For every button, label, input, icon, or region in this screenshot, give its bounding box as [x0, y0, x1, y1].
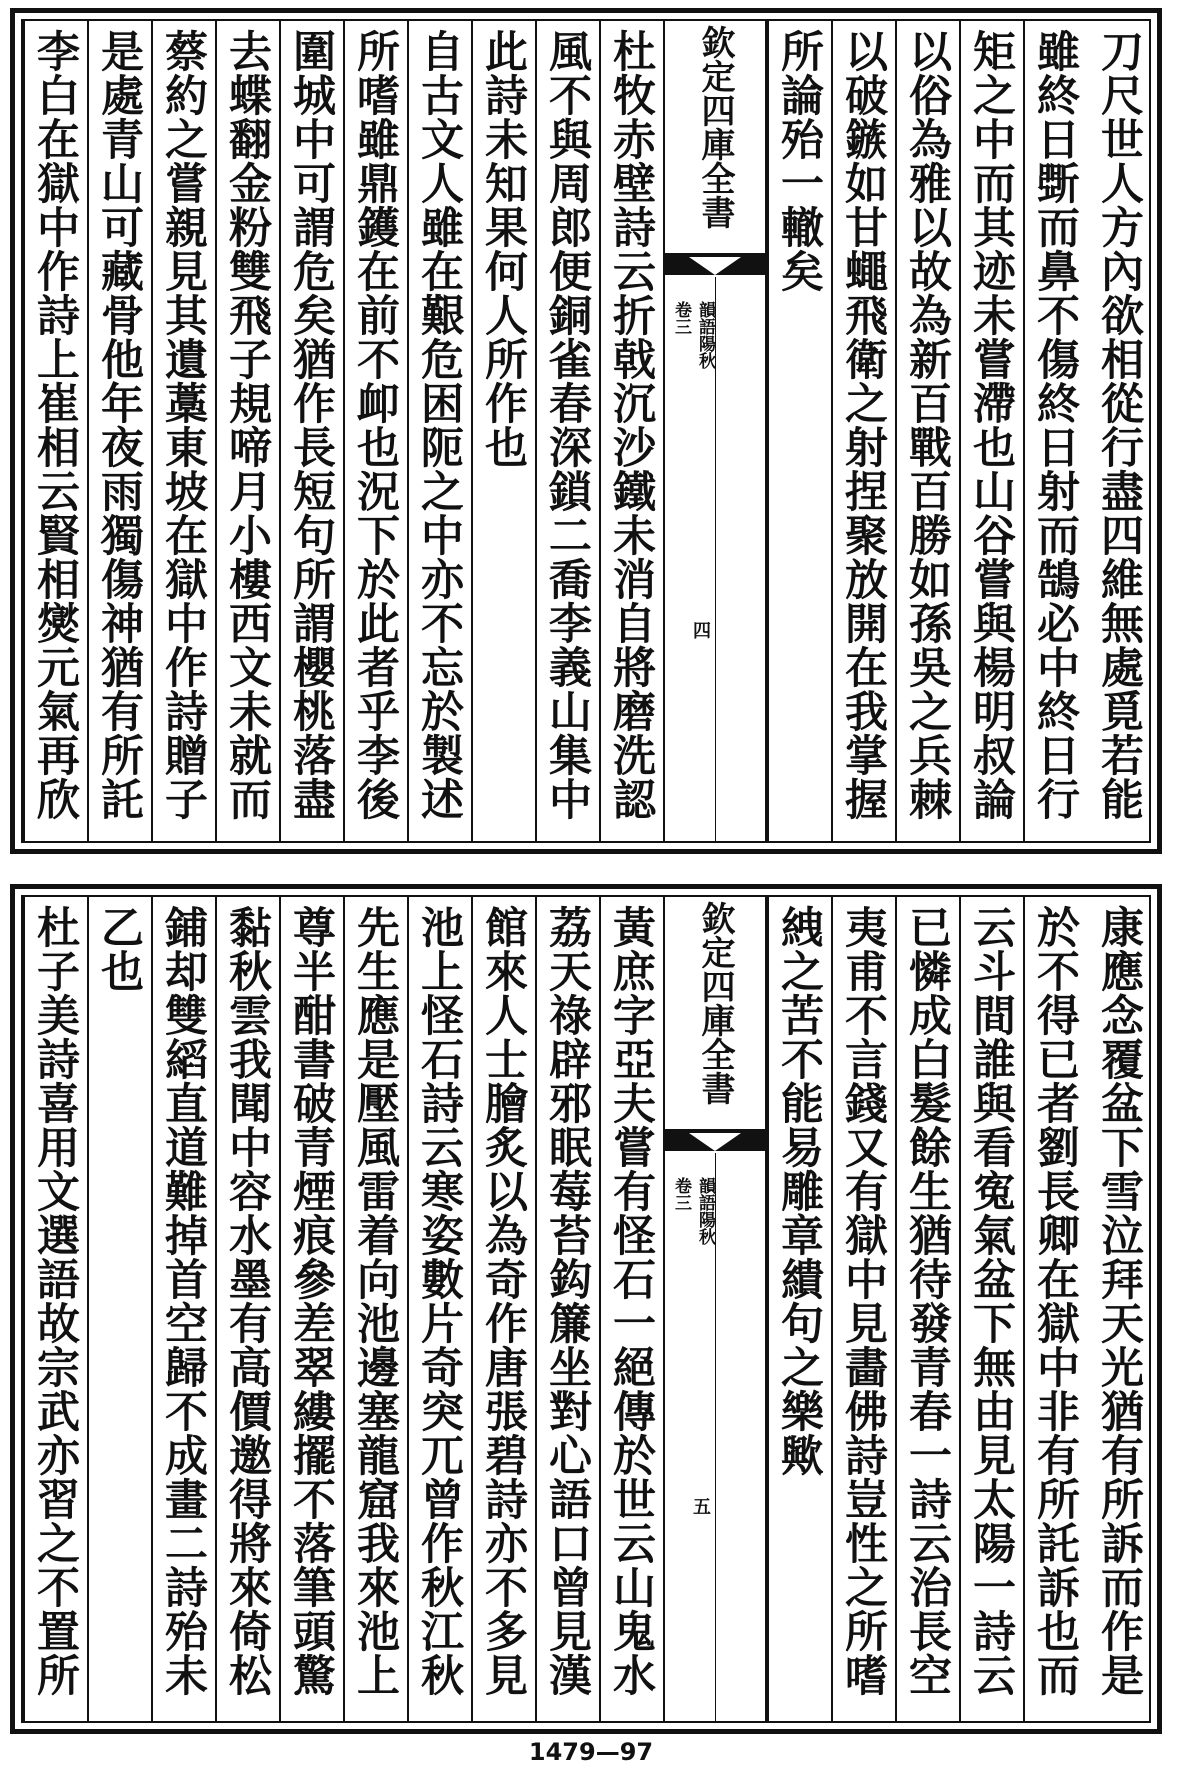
top-page-frame	[21, 19, 1151, 843]
text-column: 黃庶字亞夫嘗有怪石一絕傳於世云山鬼水	[599, 897, 663, 1721]
text-column: 所嗜雖鼎鑊在前不卹也況下於此者乎李後	[343, 21, 407, 841]
text-column: 雖終日斲而鼻不傷終日射而鵠必中終日行	[1023, 21, 1087, 841]
text-column: 杜子美詩喜用文選語故宗武亦習之不置所	[23, 897, 87, 1721]
text-column: 已憐成白髮餘生猶待發青春一詩云治長空	[895, 897, 959, 1721]
text-column: 此詩未知果何人所作也	[471, 21, 535, 841]
text-column: 矩之中而其迹未嘗滯也山谷嘗與楊明叔論	[959, 21, 1023, 841]
gutter-page-number: 四	[690, 621, 711, 639]
gutter-page-number: 五	[690, 1497, 711, 1515]
page-gutter	[663, 897, 767, 1721]
text-column: 圍城中可謂危矣猶作長短句所謂櫻桃落盡	[279, 21, 343, 841]
text-column: 鋪却雙縚直道難掉首空歸不成畫二詩殆未	[151, 897, 215, 1721]
gutter-center-line	[715, 1153, 716, 1721]
text-column: 李白在獄中作詩上崔相云賢相爕元氣再欣	[23, 21, 87, 841]
text-column: 館來人士膾炙以為奇作唐張碧詩亦不多見	[471, 897, 535, 1721]
text-column: 乙也	[87, 897, 151, 1721]
text-column: 去蝶翻金粉雙飛子規啼月小樓西文未就而	[215, 21, 279, 841]
text-column: 以俗為雅以故為新百戰百勝如孫吳之兵棘	[895, 21, 959, 841]
text-column: 杜牧赤壁詩云折戟沉沙鐵未消自將磨洗認	[599, 21, 663, 841]
text-column: 絏之苦不能易雕章繢句之樂歟	[767, 897, 831, 1721]
text-column: 康應念覆盆下雪泣拜天光猶有所訴而作是	[1094, 905, 1144, 1697]
page-footer-number: 1479—97	[528, 1738, 654, 1766]
fish-tail-mark	[665, 1129, 765, 1151]
gutter-book-title: 韻語陽秋	[695, 1177, 715, 1245]
text-column: 蔡約之嘗親見其遺藁東坡在獄中作詩贈子	[151, 21, 215, 841]
fish-tail-mark	[665, 253, 765, 275]
gutter-center-line	[715, 277, 716, 841]
text-column: 以破鏃如甘蠅飛衛之射捏聚放開在我掌握	[831, 21, 895, 841]
top-page	[10, 8, 1162, 854]
bottom-page-frame	[21, 895, 1151, 1723]
bottom-page	[10, 884, 1162, 1734]
text-column: 云斗間誰與看寃氣盆下無由見太陽一詩云	[959, 897, 1023, 1721]
text-column: 夷甫不言錢又有獄中見畵佛詩豈性之所嗜	[831, 897, 895, 1721]
text-column: 尊半酣書破青煙痕參差翠縷擺不落筆頭驚	[279, 897, 343, 1721]
text-column: 刀尺世人方內欲相從行盡四維無處覓若能	[1094, 29, 1144, 821]
gutter-title: 欽定四庫全書	[695, 25, 735, 229]
text-column: 先生應是壓風雷着向池邊塞龍窟我來池上	[343, 897, 407, 1721]
text-column: 是處青山可藏骨他年夜雨獨傷神猶有所託	[87, 21, 151, 841]
gutter-volume: 卷三	[671, 1177, 691, 1211]
text-column: 於不得已者劉長卿在獄中非有所託訴也而	[1023, 897, 1087, 1721]
text-column: 池上怪石詩云寒姿數片奇突兀曾作秋江秋	[407, 897, 471, 1721]
text-column: 黏秋雲我聞中容水墨有高價邀得將來倚松	[215, 897, 279, 1721]
gutter-volume: 卷三	[671, 301, 691, 335]
text-column: 風不與周郎便銅雀春深鎖二喬李義山集中	[535, 21, 599, 841]
text-column: 自古文人雖在艱危困阨之中亦不忘於製述	[407, 21, 471, 841]
page-gutter	[663, 21, 767, 841]
gutter-book-title: 韻語陽秋	[695, 301, 715, 369]
text-column: 荔天祿辟邪眠莓苔鈎簾坐對心語口曾見漢	[535, 897, 599, 1721]
text-column: 所論殆一轍矣	[767, 21, 831, 841]
gutter-title: 欽定四庫全書	[695, 901, 735, 1105]
